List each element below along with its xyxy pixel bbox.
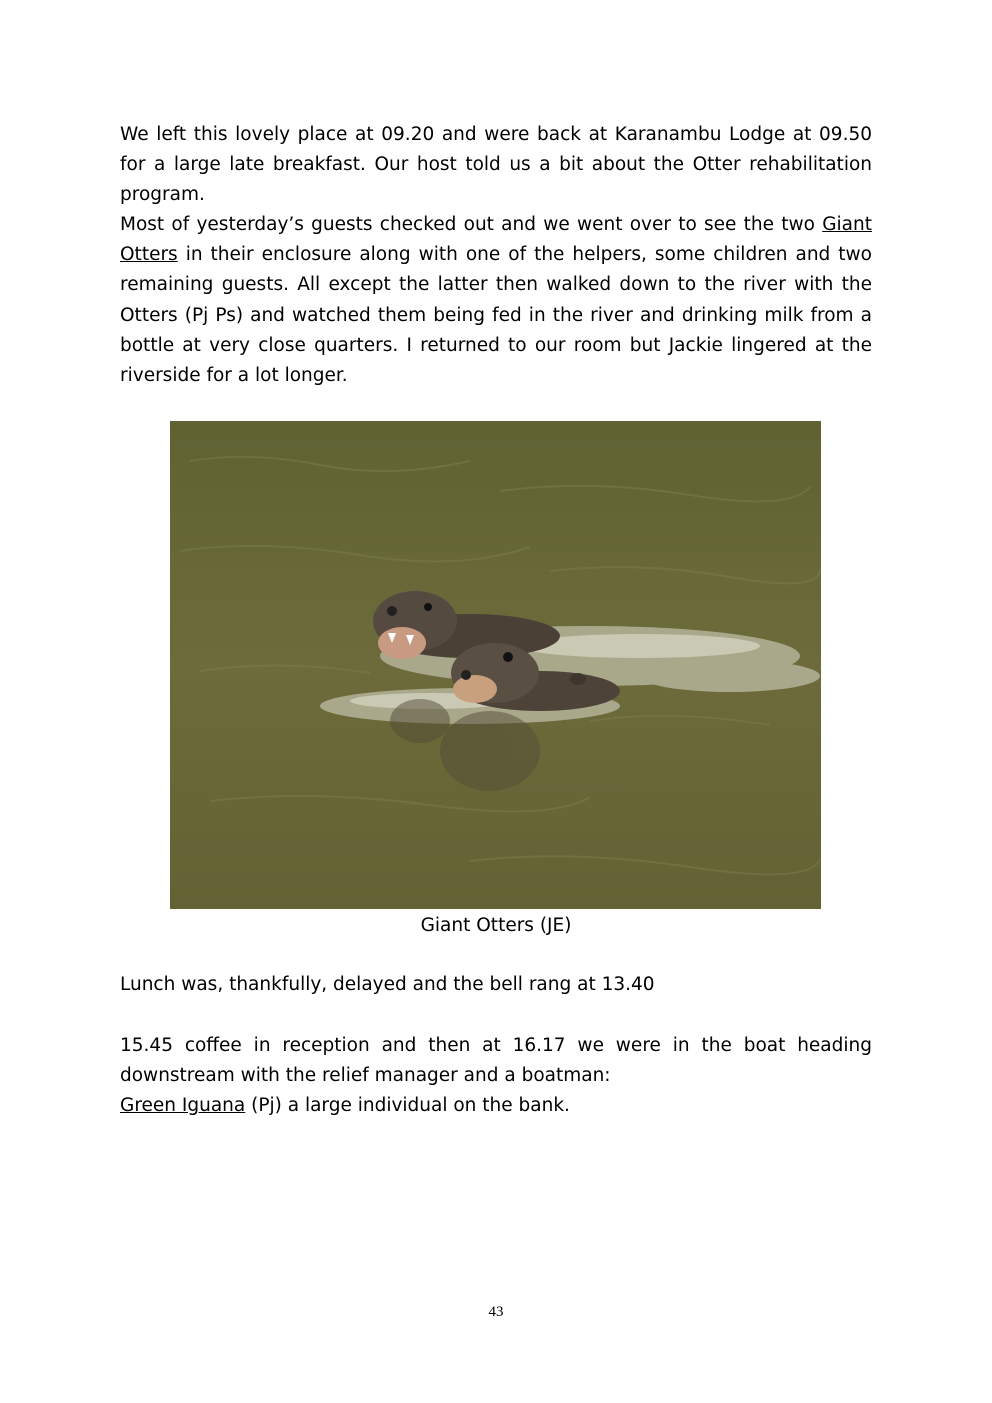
text-line: bottle at very close quarters. I returned to our room but Jackie lingered at the (120, 334, 872, 356)
text-line (120, 240, 872, 270)
text-line (120, 1091, 872, 1121)
text-line: remaining guests. All except the latter then walked down to the river with the (120, 274, 872, 296)
text-line: 15.45 coffee in reception and then at 16.17 we were in the boat heading (120, 1035, 872, 1056)
text-line: We left this lovely place at 09.20 and were back at Karanambu Lodge at 09.50 (120, 124, 872, 145)
text-line: downstream with the relief manager and a boatman: (120, 1065, 611, 1087)
species-link-giant[interactable]: Giant (822, 214, 872, 235)
text-fragment: in their enclosure along with one of the helpers, some children and two (177, 244, 872, 266)
giant-otters-photo (170, 421, 821, 909)
paragraph-otters (120, 210, 872, 391)
text-line: Lunch was, thankfully, delayed and the bell rang at 13.40 (120, 974, 655, 995)
text-line: program. (120, 184, 205, 206)
text-line: for a large late breakfast. Our host told us a bit about the Otter rehabilitation (120, 154, 872, 176)
paragraph-breakfast (120, 120, 872, 211)
species-link-green-iguana[interactable]: Green Iguana (120, 1095, 246, 1117)
species-link-otters[interactable]: Otters (120, 244, 178, 266)
text-line: Otters (Pj Ps) and watched them being fed in the river and drinking milk from a (120, 304, 872, 326)
paragraph-lunch (120, 970, 872, 1000)
photo-caption: Giant Otters (JE) (420, 915, 572, 936)
page-number: 43 (488, 1304, 504, 1320)
text-line (120, 210, 872, 240)
paragraph-boat-trip (120, 1031, 872, 1122)
text-line: riverside for a lot longer. (120, 365, 348, 387)
text-fragment: Most of yesterday’s guests checked out and we went over to see the two (120, 214, 823, 235)
text-fragment: (Pj) a large individual on the bank. (245, 1095, 570, 1117)
otter-illustration (170, 421, 821, 909)
